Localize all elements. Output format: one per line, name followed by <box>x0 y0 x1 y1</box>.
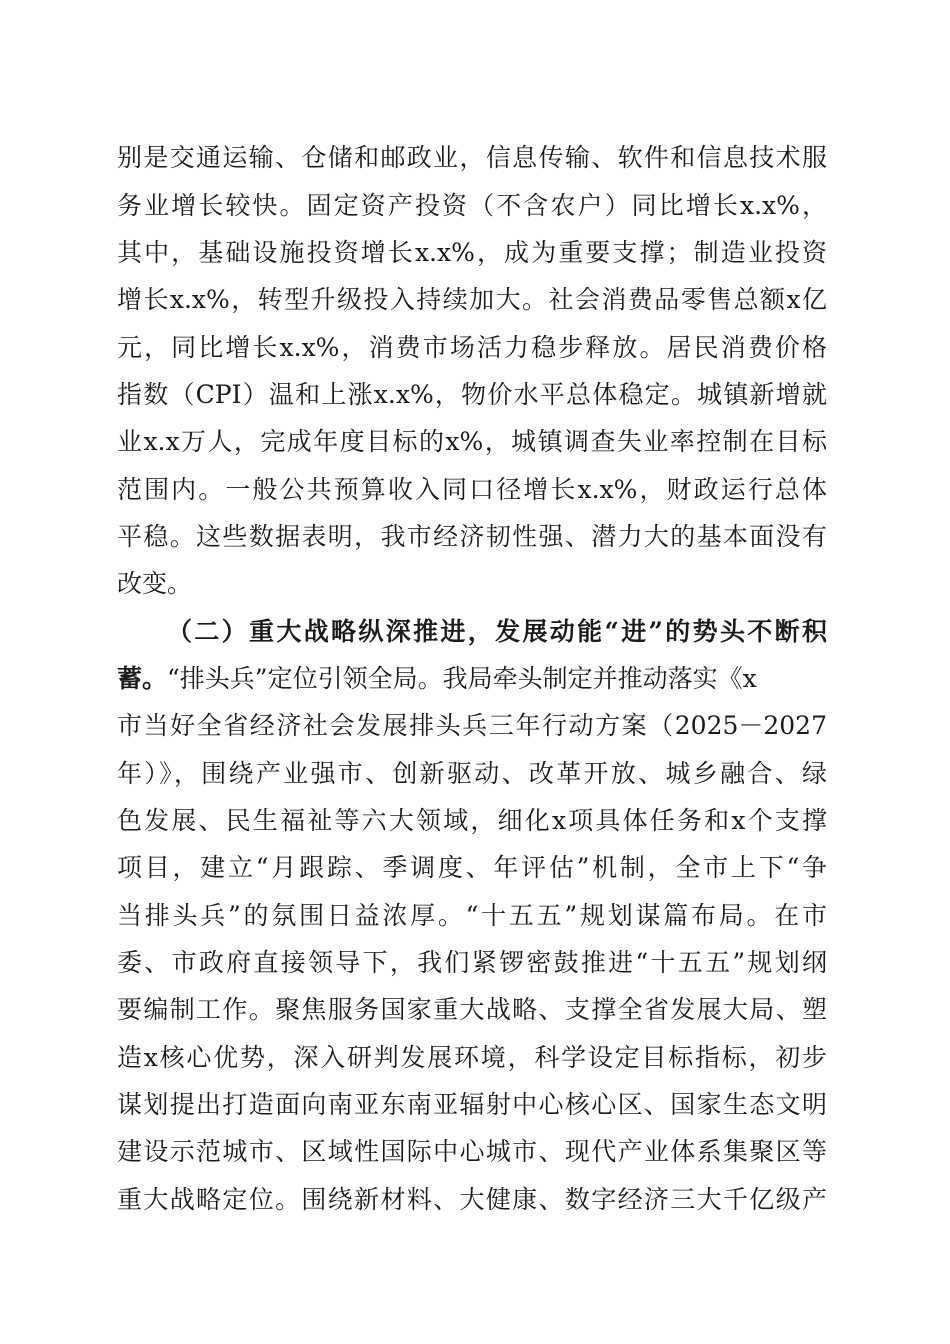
paragraph-line: 重大战略定位。围绕新材料、大健康、数字经济三大千亿级产 <box>117 1185 827 1214</box>
paragraph-line: 别是交通运输、仓储和邮政业，信息传输、软件和信息技术服 <box>117 143 827 172</box>
paragraph-line: 当排头兵”的氛围日益浓厚。“十五五”规划谋篇布局。在市 <box>117 901 827 930</box>
paragraph-line: 元，同比增长x.x%，消费市场活力稳步释放。居民消费价格 <box>117 333 827 362</box>
paragraph-line: 务业增长较快。固定资产投资（不含农户）同比增长x.x%， <box>117 191 827 220</box>
paragraph-line: 造x核心优势，深入研判发展环境，科学设定目标指标，初步 <box>117 1043 827 1072</box>
paragraph-line: 谋划提出打造面向南亚东南亚辐射中心核心区、国家生态文明 <box>117 1090 827 1119</box>
paragraph-line: 改变。 <box>117 569 193 598</box>
paragraph-line: 增长x.x%，转型升级投入持续加大。社会消费品零售总额x亿 <box>117 285 827 314</box>
section-heading-continued <box>117 657 827 701</box>
section-heading: （二）重大战略纵深推进，发展动能“进”的势头不断积 <box>167 617 827 646</box>
paragraph-line: 委、市政府直接领导下，我们紧锣密鼓推进“十五五”规划纲 <box>117 948 827 977</box>
paragraph-line: 色发展、民生福祉等六大领域，细化x项具体任务和x个支撑 <box>117 806 827 835</box>
section-heading-end: 蓄。 <box>117 664 168 693</box>
paragraph-line: 项目，建立“月跟踪、季调度、年评估”机制，全市上下“争 <box>117 853 827 882</box>
paragraph-line: 其中，基础设施投资增长x.x%，成为重要支撑；制造业投资 <box>117 238 827 267</box>
paragraph-line: 平稳。这些数据表明，我市经济韧性强、潜力大的基本面没有 <box>117 522 827 551</box>
paragraph-line: 业x.x万人，完成年度目标的x%，城镇调查失业率控制在目标 <box>117 427 827 456</box>
paragraph-line-rest: “排头兵”定位引领全局。我局牵头制定并推动落实《x <box>167 664 757 693</box>
paragraph-line: 要编制工作。聚焦服务国家重大战略、支撑全省发展大局、塑 <box>117 995 827 1024</box>
paragraph-line: 范围内。一般公共预算收入同口径增长x.x%，财政运行总体 <box>117 475 827 504</box>
paragraph-line: 指数（CPI）温和上涨x.x%，物价水平总体稳定。城镇新增就 <box>117 380 827 409</box>
paragraph-line: 市当好全省经济社会发展排头兵三年行动方案（2025－2027 <box>117 711 827 740</box>
paragraph-line: 建设示范城市、区域性国际中心城市、现代产业体系集聚区等 <box>117 1137 827 1166</box>
paragraph-line: 年）》，围绕产业强市、创新驱动、改革开放、城乡融合、绿 <box>117 759 827 788</box>
